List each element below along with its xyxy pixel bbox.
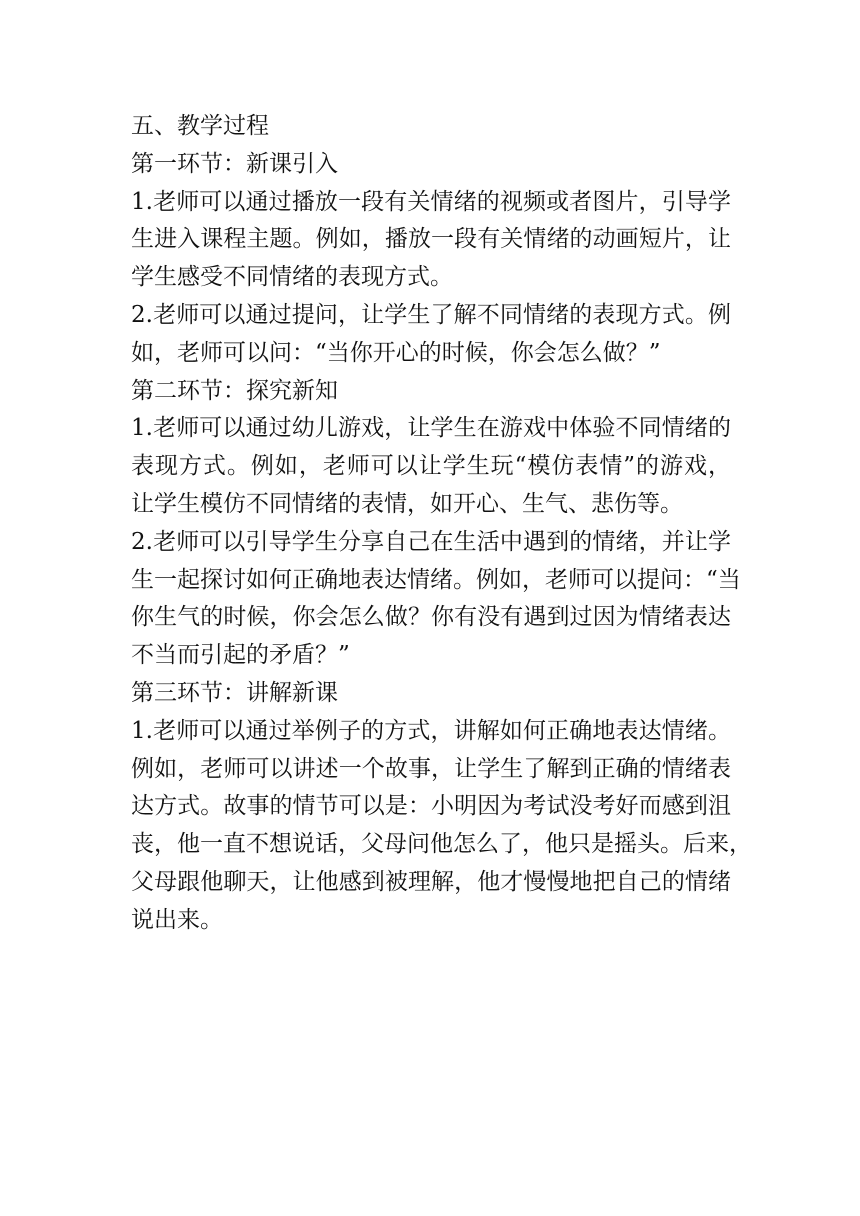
paragraph-line: 学生感受不同情绪的表现方式。 bbox=[131, 264, 453, 291]
paragraph-line: 2.老师可以引导学生分享自己在生活中遇到的情绪，并让学 bbox=[131, 528, 731, 555]
paragraph-line: 你生气的时候，你会怎么做？你有没有遇到过因为情绪表达 bbox=[131, 604, 731, 631]
paragraph-line: 让学生模仿不同情绪的表情，如开心、生气、悲伤等。 bbox=[131, 490, 683, 517]
paragraph-line: 生进入课程主题。例如，播放一段有关情绪的动画短片，让 bbox=[131, 226, 731, 253]
subsection-heading: 第三环节：讲解新课 bbox=[131, 679, 338, 706]
paragraph-line: 1.老师可以通过幼儿游戏，让学生在游戏中体验不同情绪的 bbox=[131, 415, 731, 442]
paragraph-line: 例如，老师可以讲述一个故事，让学生了解到正确的情绪表 bbox=[131, 755, 731, 782]
paragraph-line: 1.老师可以通过举例子的方式，讲解如何正确地表达情绪。 bbox=[131, 717, 731, 744]
paragraph-line: 不当而引起的矛盾？” bbox=[131, 642, 350, 669]
paragraph-line: 1.老师可以通过播放一段有关情绪的视频或者图片，引导学 bbox=[131, 188, 731, 215]
paragraph-line: 2.老师可以通过提问，让学生了解不同情绪的表现方式。例 bbox=[131, 301, 731, 328]
section-heading: 五、教学过程 bbox=[131, 113, 269, 139]
paragraph-line: 如，老师可以问：“当你开心的时候，你会怎么做？” bbox=[131, 339, 661, 366]
subsection-heading: 第一环节：新课引入 bbox=[131, 150, 338, 177]
paragraph-line: 达方式。故事的情节可以是：小明因为考试没考好而感到沮 bbox=[131, 793, 731, 820]
paragraph-line: 表现方式。例如，老师可以让学生玩“模仿表情”的游戏， bbox=[131, 453, 731, 480]
paragraph-line: 生一起探讨如何正确地表达情绪。例如，老师可以提问：“当 bbox=[131, 566, 741, 593]
paragraph-line: 父母跟他聊天，让他感到被理解，他才慢慢地把自己的情绪 bbox=[131, 868, 731, 895]
subsection-heading: 第二环节：探究新知 bbox=[131, 377, 338, 404]
document-body bbox=[131, 108, 752, 940]
paragraph-line: 丧，他一直不想说话，父母问他怎么了，他只是摇头。后来， bbox=[131, 831, 752, 858]
paragraph-line: 说出来。 bbox=[131, 906, 223, 933]
